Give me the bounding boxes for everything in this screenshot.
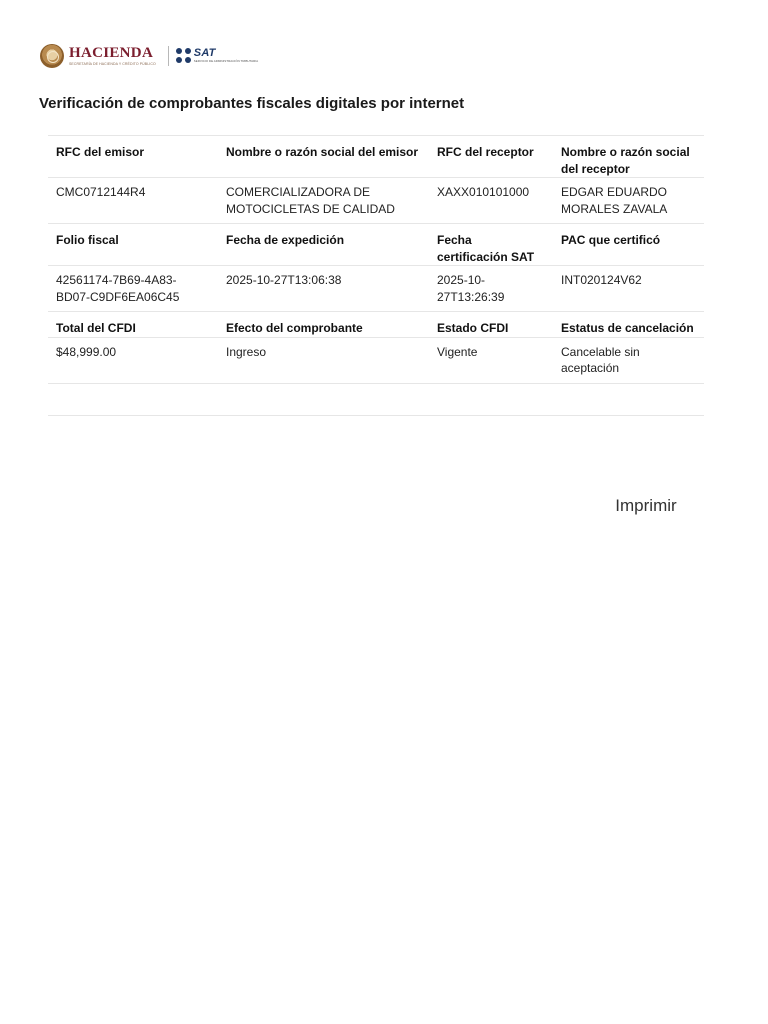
sat-logo	[176, 48, 258, 64]
hacienda-logo	[40, 44, 156, 68]
sat-subtitle: SERVICIO DE ADMINISTRACIÓN TRIBUTARIA	[193, 59, 259, 63]
header-cell: Efecto del comprobante	[226, 321, 363, 335]
value-cell: XAXX010101000	[437, 185, 530, 199]
sat-name: SAT	[193, 47, 216, 59]
header-row	[48, 136, 704, 178]
sat-mark-icon	[176, 48, 192, 64]
value-cell: Ingreso	[226, 344, 267, 359]
header-cell: Estado CFDI	[437, 321, 509, 335]
header-cell: Fecha de expedición	[226, 233, 345, 247]
header-cell: Total del CFDI	[56, 321, 136, 335]
header-cell: PAC que certificó	[561, 233, 661, 247]
value-cell: 42561174-7B69-4A83-BD07-C9DF6EA06C45	[56, 273, 180, 304]
header-cell: RFC del emisor	[56, 145, 145, 159]
header-cell: RFC del receptor	[437, 145, 534, 159]
header-cell: Folio fiscal	[56, 233, 119, 247]
header-cell: Fecha certificación SAT	[437, 233, 535, 264]
page-title: Verificación de comprobantes fiscales digitales por internet	[39, 95, 465, 112]
value-cell: EDGAR EDUARDO MORALES ZAVALA	[561, 185, 668, 216]
value-row	[48, 178, 704, 224]
empty-row	[48, 383, 704, 415]
value-cell: Vigente	[437, 344, 478, 359]
page-header	[40, 42, 258, 70]
header-cell: Nombre o razón social del receptor	[561, 145, 690, 176]
value-cell: 2025-10-27T13:06:38	[226, 273, 342, 287]
cfdi-details-table	[48, 135, 704, 416]
value-cell: INT020124V62	[561, 273, 642, 287]
value-cell: $48,999.00	[56, 344, 117, 359]
header-cell: Estatus de cancelación	[561, 321, 694, 335]
header-row	[48, 312, 704, 338]
value-cell: 2025-10-27T13:26:39	[437, 273, 505, 304]
value-row	[48, 266, 704, 312]
national-seal-icon	[40, 44, 64, 68]
value-cell: Cancelable sin aceptación	[561, 344, 640, 375]
header-cell: Nombre o razón social del emisor	[226, 145, 419, 159]
logo-divider	[168, 46, 169, 66]
hacienda-subtitle: SECRETARÍA DE HACIENDA Y CRÉDITO PÚBLICO	[69, 61, 156, 66]
header-row	[48, 224, 704, 266]
value-cell: CMC0712144R4	[56, 185, 146, 199]
print-button[interactable]: Imprimir	[605, 492, 687, 520]
value-row	[48, 337, 704, 383]
hacienda-name: HACIENDA	[69, 44, 154, 61]
value-cell: COMERCIALIZADORA DE MOTOCICLETAS DE CALIDAD	[226, 185, 395, 216]
